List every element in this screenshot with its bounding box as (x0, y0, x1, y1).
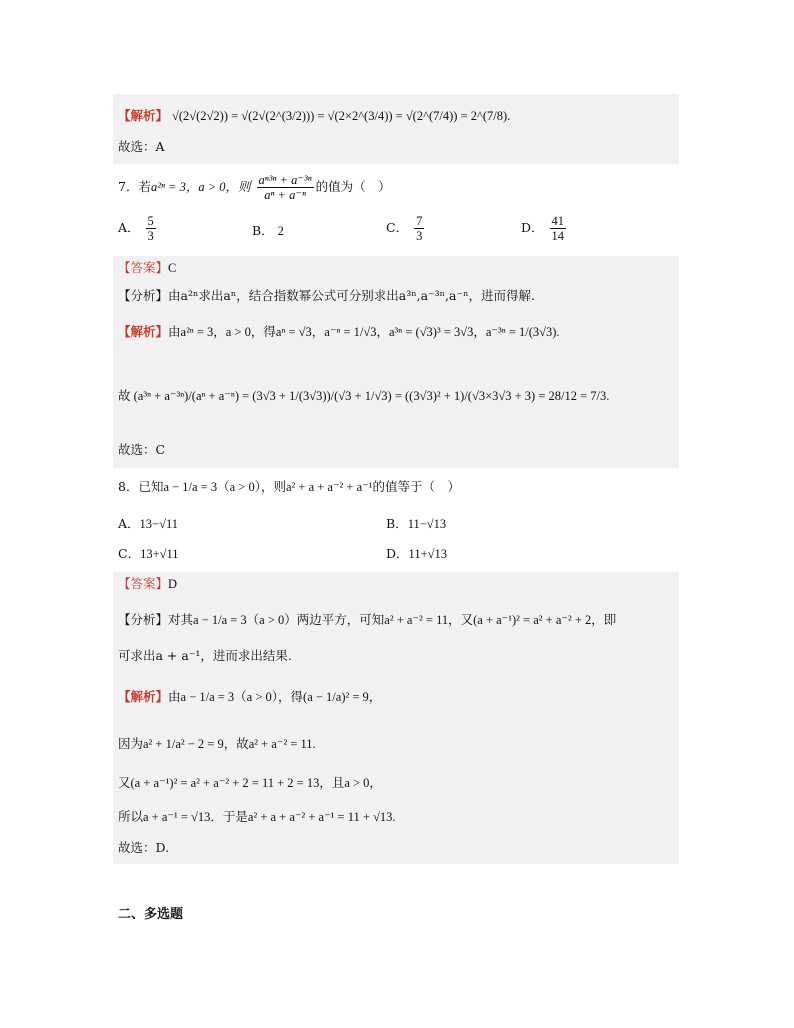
q8-number: 8． (118, 479, 139, 494)
option-text: 13+√11 (140, 547, 179, 561)
option-letter: A． (118, 220, 140, 235)
q8-option-c[interactable] (118, 544, 179, 564)
q7-solution-1-text: 由a²ⁿ = 3，a > 0，得aⁿ = √3，a⁻ⁿ = 1/√3，a³ⁿ = (√3)³ = 3√3，a⁻³ⁿ = 1/(3√3). (168, 325, 560, 339)
option-fraction (146, 214, 156, 243)
reasoning-label: 【分析】 (118, 612, 169, 627)
frac-num: 41 (551, 214, 565, 228)
q7-number: 7． (118, 179, 139, 194)
q7-answer-value: C (168, 261, 177, 275)
option-text: 11+√13 (408, 547, 447, 561)
q7-stem-frac-den: aⁿ + a⁻ⁿ (264, 188, 306, 202)
analysis-label: 【解析】 (118, 324, 169, 339)
option-letter: C． (118, 546, 141, 561)
q7-reasoning (118, 286, 535, 306)
q8-solution-1 (118, 687, 381, 707)
q8-reasoning-2: 可求出a + a⁻¹，进而求出结果. (118, 648, 292, 663)
q7-option-d[interactable] (521, 214, 568, 243)
q7-solution-2 (118, 386, 609, 406)
q7-answer (118, 258, 176, 278)
q7-conclusion: 故选：C (118, 442, 166, 457)
option-letter: D． (521, 220, 544, 235)
q8-option-d[interactable] (386, 544, 447, 564)
q8-reasoning-1-text: 对其a − 1/a = 3（a > 0）两边平方，可知a² + a⁻² = 11，又(a + a⁻¹)² = a² + a⁻² + 2，即 (168, 613, 617, 627)
q8-solution-1-text: 由a − 1/a = 3（a > 0），得(a − 1/a)² = 9， (168, 690, 382, 704)
frac-den: 3 (416, 229, 423, 243)
q8-answer (118, 574, 177, 594)
q7-stem-cond: a²ⁿ = 3，a > 0，则 (150, 180, 251, 194)
q7-option-a[interactable] (118, 214, 158, 243)
analysis-label: 【解析】 (118, 108, 169, 123)
section-title: 二、多选题 (118, 907, 184, 922)
q6-solution-block (113, 94, 679, 164)
option-fraction (414, 214, 424, 243)
q7-option-c[interactable] (386, 214, 426, 243)
q6-solution-line (118, 106, 510, 126)
option-letter: C． (386, 220, 409, 235)
option-letter: B． (386, 516, 408, 531)
q8-answer-value: D (168, 577, 178, 591)
frac-den: 14 (551, 229, 565, 243)
option-value: 2 (277, 224, 284, 238)
q8-solution-3: 又(a + a⁻¹)² = a² + a⁻² + 2 = 11 + 2 = 13，且a > 0， (118, 776, 382, 790)
q7-reasoning-text: 由a²ⁿ求出aⁿ，结合指数幂公式可分别求出a³ⁿ,a⁻³ⁿ,a⁻ⁿ，进而得解. (168, 288, 535, 303)
frac-num: 5 (147, 214, 154, 228)
q8-option-b[interactable] (386, 514, 446, 534)
frac-den: 3 (147, 229, 154, 243)
option-letter: B． (252, 223, 274, 238)
q8-solution-2: 因为a² + 1/a² − 2 = 9，故a² + a⁻² = 11. (118, 737, 316, 751)
option-letter: D． (386, 546, 409, 561)
q8-solution-4: 所以a + a⁻¹ = √13．于是a² + a + a⁻² + a⁻¹ = 11 + √13. (118, 810, 396, 824)
q7-stem-prefix: 若 (138, 179, 151, 194)
option-text: 11−√13 (407, 517, 447, 531)
option-letter: A． (118, 516, 140, 531)
q8-reasoning-1 (118, 610, 616, 630)
option-fraction (550, 214, 567, 243)
q7-stem-frac-num: aⁿ³ⁿ + a⁻³ⁿ (258, 173, 312, 187)
q8-stem (118, 477, 460, 497)
frac-num: 7 (416, 214, 423, 228)
q7-stem-suffix: 的值为（ ） (315, 179, 391, 194)
q8-conclusion: 故选：D. (118, 840, 170, 855)
q7-stem (118, 172, 391, 202)
q7-solution-1 (118, 322, 560, 342)
q7-option-b[interactable] (252, 221, 284, 241)
q6-solution-expr: √(2√(2√2)) = √(2√(2^(3/2))) = √(2×2^(3/4)) = √(2^(7/4)) = 2^(7/8). (172, 109, 511, 123)
q8-option-a[interactable] (118, 514, 178, 534)
q7-stem-fraction (257, 173, 314, 202)
q6-conclusion: 故选：A (118, 139, 165, 154)
q7-solution-2-text: 故 (a³ⁿ + a⁻³ⁿ)/(aⁿ + a⁻ⁿ) = (3√3 + 1/(3√3))/(√3 + 1/√3) = ((3√3)² + 1)/(√3×3√3 + 3) = 28/12 = 7/3. (118, 389, 610, 403)
analysis-label: 【解析】 (118, 689, 169, 704)
reasoning-label: 【分析】 (118, 288, 169, 303)
option-text: 13−√11 (139, 517, 178, 531)
answer-label: 【答案】 (118, 260, 169, 275)
answer-label: 【答案】 (118, 576, 169, 591)
q8-stem-text: 已知a − 1/a = 3（a > 0），则a² + a + a⁻² + a⁻¹的值等于（ ） (138, 480, 460, 494)
